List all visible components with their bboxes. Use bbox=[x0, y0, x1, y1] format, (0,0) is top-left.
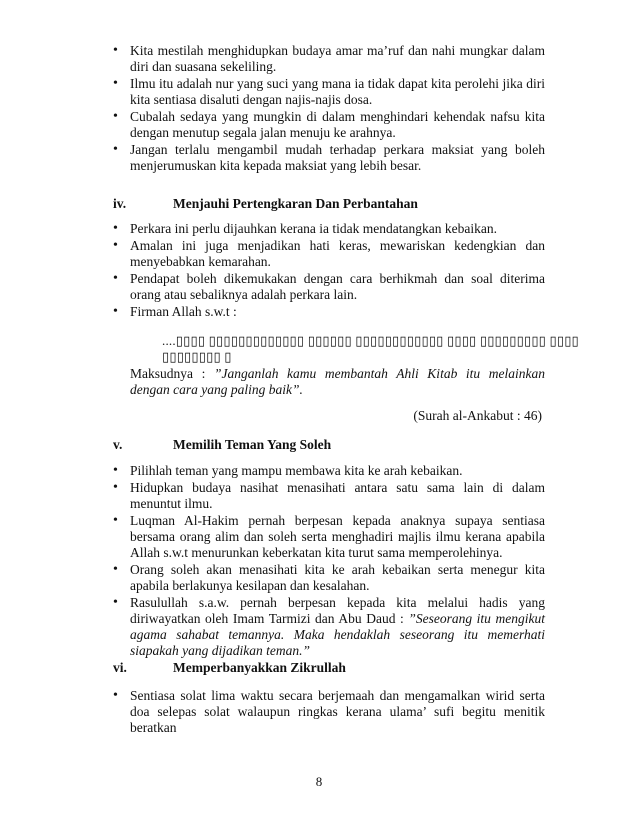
list-item: • Sentiasa solat lima waktu secara berjemaah dan mengamalkan wirid serta doa selepas solat walaupun ringkas kerana ulama’ sufi begitu menitik beratkan bbox=[113, 688, 545, 736]
list-item: • Kita mestilah menghidupkan budaya amar ma’ruf dan nahi mungkar dalam diri dan suasana sekeliling. bbox=[113, 43, 545, 75]
translation bbox=[130, 366, 545, 398]
bullet-list-3 bbox=[113, 463, 545, 660]
list-item: • Luqman Al-Hakim pernah berpesan kepada anaknya supaya sentiasa bersama orang alim dan soleh serta menghadiri majlis ilmu kerana apabila Allah s.w.t menurunkan keberkatan kita turut sama memperolehinya. bbox=[113, 513, 545, 561]
arabic-quote: ....▯▯▯▯ ▯▯▯▯▯▯▯▯▯▯▯▯▯ ▯▯▯▯▯▯ ▯▯▯▯▯▯▯▯▯▯▯▯ ▯▯▯▯ ▯▯▯▯▯▯▯▯▯ ▯▯▯▯ ▯▯▯▯▯▯▯▯ ▯ bbox=[162, 333, 579, 364]
page-number: 8 bbox=[315, 774, 323, 789]
bullet-list-1 bbox=[113, 43, 545, 175]
list-item: • Ilmu itu adalah nur yang suci yang mana ia tidak dapat kita perolehi jika diri kita sentiasa disaluti dengan najis-najis dosa. bbox=[113, 76, 545, 108]
section-title: Menjauhi Pertengkaran Dan Perbantahan bbox=[173, 196, 418, 211]
hadith-intro: Rasulullah s.a.w. pernah berpesan kepada kita melalui hadis yang diriwayatkan oleh Imam Tarmizi dan Abu Daud : bbox=[130, 595, 545, 626]
list-item: • Perkara ini perlu dijauhkan kerana ia tidak mendatangkan kebaikan. bbox=[113, 221, 545, 237]
list-item: • Hidupkan budaya nasihat menasihati antara satu sama lain di dalam menuntut ilmu. bbox=[113, 480, 545, 512]
section-heading-iv bbox=[113, 196, 418, 212]
list-item: • Jangan terlalu mengambil mudah terhadap perkara maksiat yang boleh menjerumuskan kita kepada maksiat yang lebih besar. bbox=[113, 142, 545, 174]
bullet-list-2 bbox=[113, 221, 545, 321]
translation-prefix: Maksudnya : bbox=[130, 366, 214, 381]
list-item: • Pilihlah teman yang mampu membawa kita ke arah kebaikan. bbox=[113, 463, 545, 479]
list-item: • Orang soleh akan menasihati kita ke arah kebaikan serta menegur kita apabila berlakunya kesilapan dan kesalahan. bbox=[113, 562, 545, 594]
section-heading-vi bbox=[113, 660, 346, 676]
section-number: iv. bbox=[113, 196, 127, 211]
section-number: vi. bbox=[113, 660, 127, 675]
list-item: • Cubalah sedaya yang mungkin di dalam menghindari kehendak nafsu kita dengan menutup segala jalan menuju ke arahnya. bbox=[113, 109, 545, 141]
list-item: • Amalan ini juga menjadikan hati keras, mewariskan kedengkian dan menyebabkan kemarahan. bbox=[113, 238, 545, 270]
bullet-list-4 bbox=[113, 688, 545, 737]
quote-source: (Surah al-Ankabut : 46) bbox=[413, 408, 542, 423]
list-item bbox=[113, 595, 545, 659]
section-heading-v bbox=[113, 437, 331, 453]
translation-text: ”Janganlah kamu membantah Ahli Kitab itu melainkan dengan cara yang paling baik”. bbox=[130, 366, 545, 397]
section-number: v. bbox=[113, 437, 123, 452]
hadith-quote: ”Seseorang itu mengikut agama sahabat temannya. Maka hendaklah seseorang itu memerhati siapakah yang dijadikan teman.” bbox=[130, 611, 545, 658]
section-title: Memilih Teman Yang Soleh bbox=[173, 437, 332, 452]
list-item: • Firman Allah s.w.t : bbox=[113, 304, 545, 320]
list-item: • Pendapat boleh dikemukakan dengan cara berhikmah dan soal diterima orang atau sebaliknya adalah perkara lain. bbox=[113, 271, 545, 303]
section-title: Memperbanyakkan Zikrullah bbox=[173, 660, 346, 675]
